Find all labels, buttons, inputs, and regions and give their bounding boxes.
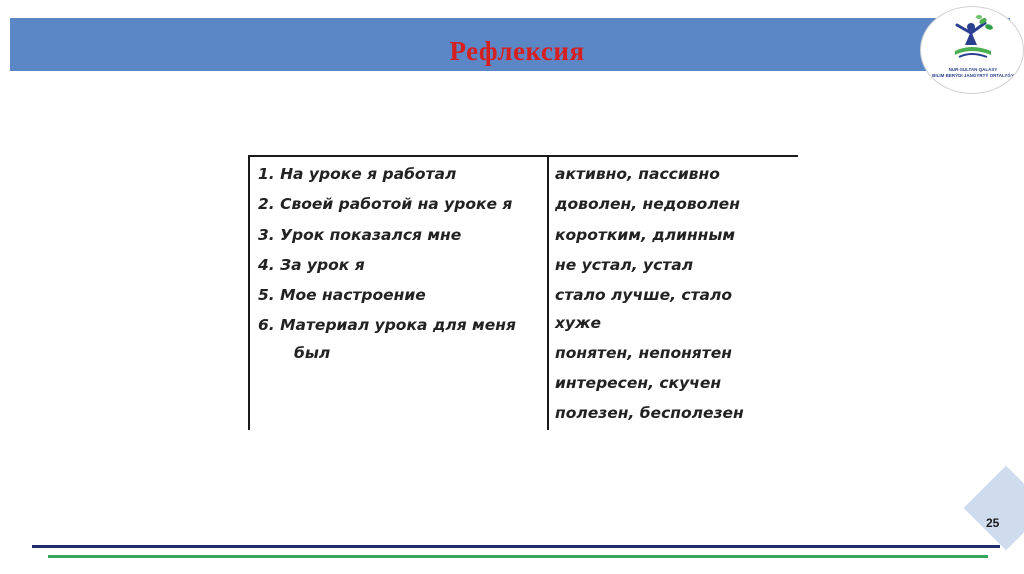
- footer-line-navy: [32, 545, 1000, 548]
- page-number: 25: [986, 516, 1000, 530]
- table-left-row-3: 3. Урок показался мне: [258, 226, 462, 244]
- table-column-divider: [547, 157, 549, 430]
- slide-title: Рефлексия: [449, 36, 585, 66]
- footer-line-green: [48, 555, 988, 558]
- table-right-row-6: понятен, непонятен: [555, 344, 732, 362]
- table-right-row-1: активно, пассивно: [555, 165, 720, 183]
- table-left-row-6: 6. Материал урока для меня: [258, 316, 516, 334]
- table-right-row-8: полезен, бесполезен: [555, 404, 744, 422]
- table-right-row-7: интересен, скучен: [555, 374, 722, 392]
- table-right-row-5: стало лучше, стало: [555, 286, 733, 304]
- table-right-row-2: доволен, недоволен: [555, 195, 740, 213]
- table-right-row-4: не устал, устал: [555, 256, 694, 274]
- table-left-row-2: 2. Своей работой на уроке я: [258, 195, 513, 213]
- logo-text-line2: BILIM BERÝDI JANǴYRTÝ ORTALYǴY: [932, 73, 1014, 78]
- reflection-table: [248, 155, 798, 430]
- page-corner-tab: [964, 466, 1024, 551]
- table-right-row-3: коротким, длинным: [555, 226, 736, 244]
- table-left-row-6-cont: был: [294, 344, 331, 362]
- logo-text-line1: NUR-SULTAN QALASY: [948, 67, 998, 72]
- organization-logo: [920, 6, 1024, 94]
- logo-emblem-icon: [951, 15, 995, 65]
- table-right-row-5-cont: хуже: [555, 314, 602, 332]
- table-left-row-4: 4. За урок я: [258, 256, 365, 274]
- table-left-row-5: 5. Мое настроение: [258, 286, 426, 304]
- table-left-row-1: 1. На уроке я работал: [258, 165, 457, 183]
